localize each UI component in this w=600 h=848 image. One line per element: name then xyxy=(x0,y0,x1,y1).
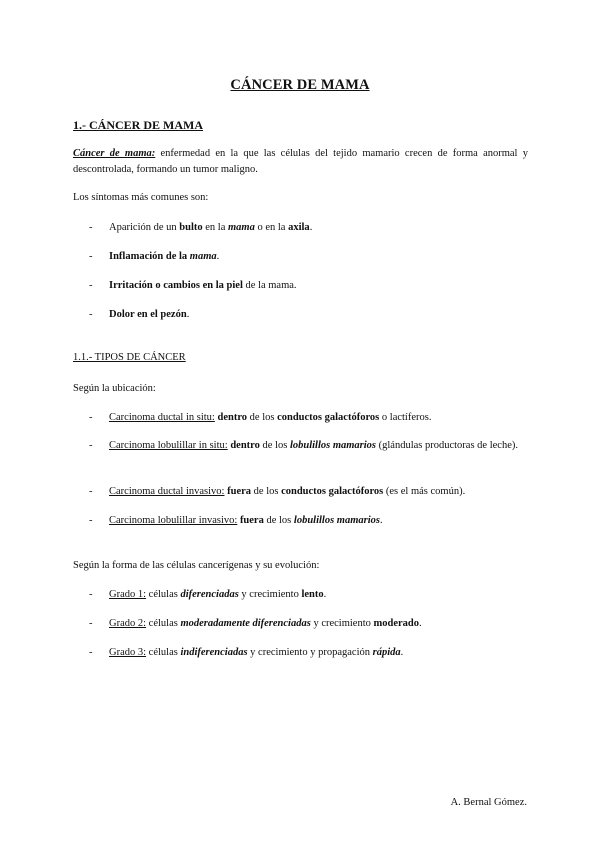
definition-term: Cáncer de mama: xyxy=(73,148,156,159)
type-bold: conductos galactóforos xyxy=(277,412,380,423)
list-item-type-1 xyxy=(89,410,528,426)
symptom-bold: Inflamación de la xyxy=(109,251,190,262)
list-dash: - xyxy=(89,589,93,600)
author-footer: A. Bernal Gómez. xyxy=(450,797,527,808)
symptom-bold-italic: mama xyxy=(189,251,217,262)
list-item-type-3 xyxy=(89,484,528,500)
type-bold: conductos galactóforos xyxy=(281,486,384,497)
type-bold: dentro xyxy=(217,412,248,423)
definition-text: enfermedad en la que las células del tejido mamario crecen de forma anormal y descontrolada, formando un tumor maligno. xyxy=(73,148,528,175)
type-text: de los xyxy=(251,486,282,497)
type-bold: dentro xyxy=(230,440,260,451)
list-dash: - xyxy=(89,618,93,629)
symptom-text: Aparición de un xyxy=(109,222,180,233)
type-label: Carcinoma lobulillar invasivo: xyxy=(109,515,238,526)
grade-text: . xyxy=(400,647,404,658)
list-dash: - xyxy=(89,440,93,451)
type-text: (glándulas productoras de leche). xyxy=(376,440,518,451)
grade-text: . xyxy=(323,589,327,600)
type-label: Carcinoma ductal invasivo: xyxy=(109,486,225,497)
symptom-text: en la xyxy=(202,222,228,233)
type-label: Carcinoma lobulillar in situ: xyxy=(109,440,228,451)
list-dash: - xyxy=(89,412,93,423)
list-dash: - xyxy=(89,309,93,320)
type-text: (es el más común). xyxy=(383,486,466,497)
grade-text: y crecimiento xyxy=(238,589,302,600)
grade-label: Grado 3: xyxy=(109,647,147,658)
list-dash: - xyxy=(89,222,93,233)
symptoms-intro: Los síntomas más comunes son: xyxy=(73,192,209,203)
type-text: . xyxy=(379,515,383,526)
grade-bold-italic: diferenciadas xyxy=(180,589,239,600)
type-text: de los xyxy=(247,412,278,423)
list-dash: - xyxy=(89,251,93,262)
grade-bold: moderado xyxy=(373,618,419,629)
list-item-grade-3 xyxy=(89,645,528,661)
location-intro: Según la ubicación: xyxy=(73,383,156,394)
type-bold-italic: lobulillos mamarios xyxy=(289,440,376,451)
grade-bold-italic: rápida xyxy=(372,647,401,658)
type-text: de los xyxy=(259,440,290,451)
grade-text: . xyxy=(419,618,422,629)
grade-bold: lento xyxy=(301,589,324,600)
grade-text: y crecimiento y propagación xyxy=(247,647,373,658)
list-dash: - xyxy=(89,647,93,658)
type-text: o lactíferos. xyxy=(379,412,432,423)
form-intro: Según la forma de las células cancerígenas y su evolución: xyxy=(73,560,320,571)
section-heading-1-1: 1.1.- TIPOS DE CÁNCER xyxy=(73,352,186,363)
list-item-symptom-3 xyxy=(89,278,528,294)
grade-text: y crecimiento xyxy=(310,618,374,629)
symptom-text: . xyxy=(309,222,313,233)
symptom-bold: bulto xyxy=(179,222,203,233)
list-dash: - xyxy=(89,280,93,291)
type-bold-italic: lobulillos mamarios xyxy=(293,515,380,526)
section-heading-1: 1.- CÁNCER DE MAMA xyxy=(73,118,203,132)
symptom-text: de la mama. xyxy=(242,280,297,291)
definition-paragraph xyxy=(73,146,528,177)
symptom-text: o en la xyxy=(254,222,289,233)
list-item-type-4 xyxy=(89,513,528,529)
list-dash: - xyxy=(89,515,93,526)
list-item-symptom-4 xyxy=(89,307,528,323)
list-item-symptom-1 xyxy=(89,220,528,236)
list-dash: - xyxy=(89,486,93,497)
list-item-type-2 xyxy=(89,438,528,454)
document-title: CÁNCER DE MAMA xyxy=(230,77,370,93)
type-bold: fuera xyxy=(227,486,252,497)
list-item-grade-2 xyxy=(89,616,528,632)
type-text: de los xyxy=(263,515,294,526)
symptom-text: . xyxy=(216,251,220,262)
symptom-bold-italic: mama xyxy=(228,222,255,233)
grade-bold-italic: moderadamente diferenciadas xyxy=(180,618,311,629)
type-label: Carcinoma ductal in situ: xyxy=(109,412,215,423)
list-item-grade-1 xyxy=(89,587,528,603)
type-bold: fuera xyxy=(239,515,264,526)
grade-text: células xyxy=(146,647,181,658)
symptom-bold: Irritación o cambios en la piel xyxy=(109,280,243,291)
grade-label: Grado 1: xyxy=(109,589,147,600)
symptom-bold: Dolor en el pezón xyxy=(109,309,187,320)
grade-label: Grado 2: xyxy=(109,618,147,629)
grade-bold-italic: indiferenciadas xyxy=(180,647,248,658)
grade-text: células xyxy=(146,589,181,600)
symptom-text: . xyxy=(186,309,190,320)
symptom-bold: axila xyxy=(288,222,310,233)
grade-text: células xyxy=(146,618,181,629)
list-item-symptom-2 xyxy=(89,249,528,265)
